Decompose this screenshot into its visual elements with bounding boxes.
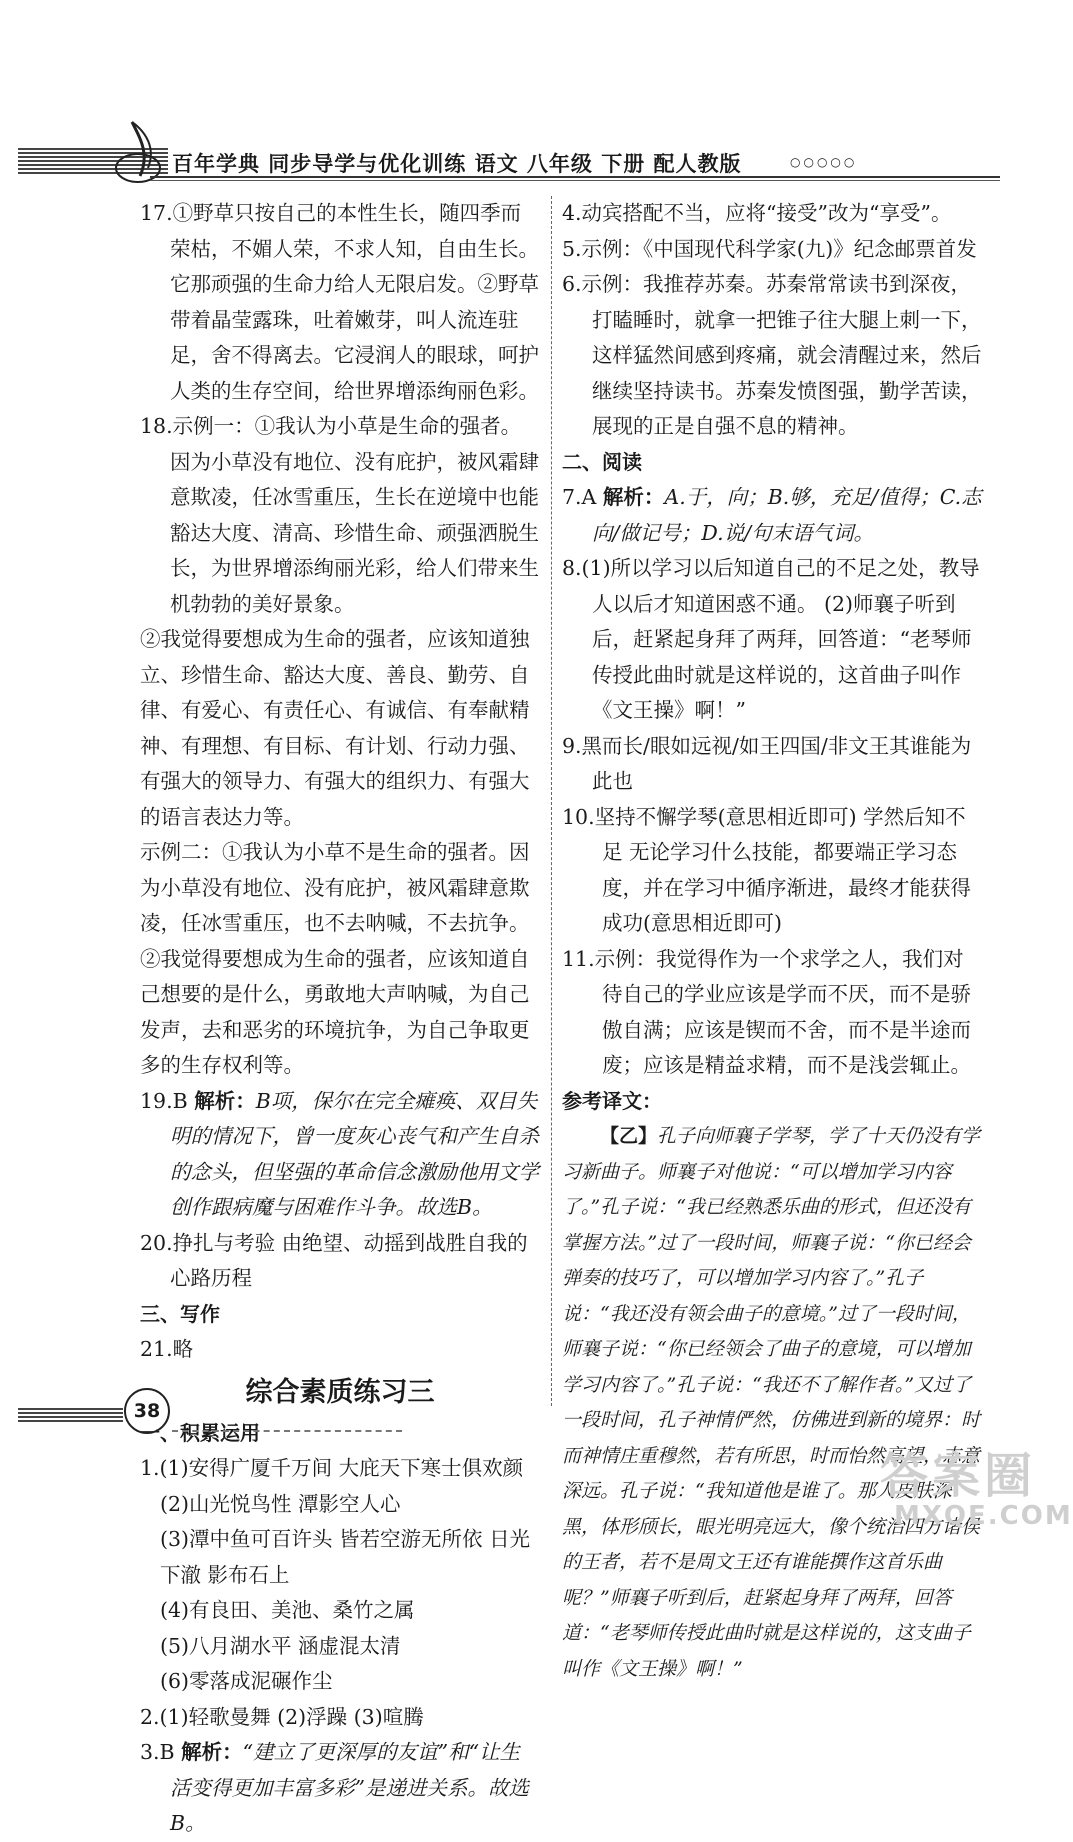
answer-2: 2.(1)轻歌曼舞 (2)浮躁 (3)喧腾	[140, 1704, 424, 1729]
answer-8: 8.(1)所以学习以后知道自己的不足之处，教导人以后才知道困惑不通。 (2)师襄子听到后，赶紧起身拜了两拜，回答道：“老琴师传授此曲时就是这样说的，这首曲子叫作《文王操》啊！”	[562, 556, 980, 722]
answer-1-4: (4)有良田、美池、桑竹之属	[160, 1598, 415, 1622]
answer-7	[562, 480, 982, 551]
answer-7-analysis-label: 解析：	[602, 485, 665, 509]
footer-stripe-decoration	[18, 1408, 123, 1422]
header-title: 百年学典 同步导学与优化训练 语文 八年级 下册 配人教版	[172, 152, 742, 176]
watermark-url: MXQE.COM	[894, 1501, 1073, 1531]
watermark-logo-text: 答案圈	[880, 1448, 1037, 1504]
answer-17: 17.①野草只按自己的本性生长，随四季而荣枯，不媚人荣，不求人知，自由生长。它那顽强的生命力给人无限启发。②野草带着晶莹露珠，吐着嫩芽，叫人流连驻足，舍不得离去。它浸润人的眼球，呵护人类的生存空间，给世界增添绚丽色彩。	[140, 201, 539, 403]
answer-11: 11.示例：我觉得作为一个求学之人，我们对待自己的学业应该是学而不厌，而不是骄傲自满；应该是锲而不舍，而不是半途而废；应该是精益求精，而不是浅尝辄止。	[562, 946, 971, 1077]
answer-18-example-1: 18.示例一：①我认为小草是生命的强者。因为小草没有地位、没有庇护，被风霜肆意欺凌，任冰雪重压，生长在逆境中也能豁达大度、清高、珍惜生命、顽强洒脱生长，为世界增添绚丽光彩，给人们带来生机勃勃的美好景象。	[140, 414, 539, 616]
section-reading: 二、阅读	[562, 449, 642, 474]
answer-7-analysis: A.于，向；B.够，充足/值得；C.志向/做记号；D.说/句末语气词。	[592, 485, 982, 545]
answer-20: 20.挣扎与考验 由绝望、动摇到战胜自我的心路历程	[140, 1230, 528, 1290]
answer-1-1: 1.(1)安得广厦千万间 大庇天下寒士俱欢颜	[140, 1456, 524, 1480]
section-accumulation: 一、积累运用	[140, 1420, 260, 1445]
reference-translation-heading: 参考译文：	[562, 1088, 662, 1113]
answer-3-analysis-label: 解析：	[181, 1740, 243, 1764]
quill-icon	[110, 118, 170, 184]
answer-4: 4.动宾搭配不当，应将“接受”改为“享受”。	[562, 201, 952, 225]
header-rule-thin	[150, 180, 1000, 181]
watermark	[880, 1450, 1073, 1530]
answer-1-3: (3)潭中鱼可百许头 皆若空游无所依 日光下澈 影布石上	[160, 1527, 531, 1587]
answer-3-analysis: “建立了更深厚的友谊”和“让生活变得更加丰富多彩”是递进关系。故选B。	[170, 1740, 529, 1835]
answer-18-example-2: 示例二：①我认为小草不是生命的强者。因为小草没有地位、没有庇护，被风霜肆意欺凌，任冰雪重压，也不去呐喊，不去抗争。	[140, 840, 530, 935]
answer-3	[140, 1735, 540, 1842]
answer-6: 6.示例：我推荐苏秦。苏秦常常读书到深夜，打瞌睡时，就拿一把锥子往大腿上刺一下，这样猛然间感到疼痛，就会清醒过来，然后继续坚持读书。苏秦发愤图强，勤学苦读，展现的正是自强不息的精神。	[562, 272, 982, 438]
answer-18-example-1-part-2: ②我觉得要想成为生命的强者，应该知道独立、珍惜生命、豁达大度、善良、勤劳、自律、有爱心、有责任心、有诚信、有奉献精神、有理想、有目标、有计划、行动力强、有强大的领导力、有强大的组织力、有强大的语言表达力等。	[140, 627, 530, 829]
answer-3-choice: 3.B	[140, 1740, 175, 1764]
answer-9: 9.黑而长/眼如远视/如王四国/非文王其谁能为此也	[562, 733, 972, 793]
left-column	[140, 196, 540, 1842]
answer-19-analysis: B项，保尔在完全瘫痪、双目失明的情况下，曾一度灰心丧气和产生自杀的念头，但坚强的革命信念激励他用文学创作跟病魔与困难作斗争。故选B。	[170, 1088, 539, 1219]
header-rule	[150, 176, 1000, 178]
column-divider	[551, 196, 552, 1406]
answer-19	[140, 1084, 540, 1226]
answer-7-choice: 7.A	[562, 485, 597, 509]
answer-21: 21.略	[140, 1337, 194, 1361]
answer-5: 5.示例：《中国现代科学家(九)》纪念邮票首发	[562, 236, 977, 261]
section-writing: 三、写作	[140, 1301, 220, 1326]
answer-18-example-2-part-2: ②我觉得要想成为生命的强者，应该知道自己想要的是什么，勇敢地大声呐喊，为自己发声，去和恶劣的环境抗争，为自己争取更多的生存权利等。	[140, 946, 530, 1077]
answer-19-analysis-label: 解析：	[194, 1088, 256, 1113]
header-dots: ○○○○○	[790, 155, 858, 169]
translation-text: 孔子向师襄子学琴，学了十天仍没有学习新曲子。师襄子对他说：“可以增加学习内容了。”孔子说：“我已经熟悉乐曲的形式，但还没有掌握方法。”过了一段时间，师襄子说：“你已经会弹奏的技巧了，可以增加学习内容了。”孔子说：“我还没有领会曲子的意境。”过了一段时间，师襄子说：“你已经领会了曲子的意境，可以增加学习内容了。”孔子说：“我还不了解作者。”又过了一段时间，孔子神情俨然，仿佛进到新的境界：时而神情庄重穆然，若有所思，时而怡然高望，志意深远。孔子说：“我知道他是谁了。那人皮肤深黑，体形颀长，眼光明亮远大，像个统治四方诸侯的王者，若不是周文王还有谁能撰作这首乐曲呢？”师襄子听到后，赶紧起身拜了两拜，回答道：“老琴师传授此曲时就是这样说的，这支曲子叫作《文王操》啊！”	[562, 1125, 981, 1680]
answer-1-2: (2)山光悦鸟性 潭影空人心	[160, 1491, 401, 1516]
reference-translation	[562, 1119, 982, 1687]
footer-dashed-rule	[172, 1430, 402, 1432]
translation-tag: 【乙】	[600, 1125, 658, 1147]
answer-10: 10.坚持不懈学琴(意思相近即可) 学然后知不足 无论学习什么技能，都要端正学习态度，并在学习中循序渐进，最终才能获得成功(意思相近即可)	[562, 804, 971, 935]
answer-19-choice: 19.B	[140, 1088, 188, 1113]
page-number: 38	[124, 1388, 170, 1434]
answer-1-5: (5)八月湖水平 涵虚混太清	[160, 1633, 401, 1658]
exercise-title: 综合素质练习三	[245, 1376, 435, 1408]
answer-1-6: (6)零落成泥碾作尘	[160, 1669, 333, 1693]
